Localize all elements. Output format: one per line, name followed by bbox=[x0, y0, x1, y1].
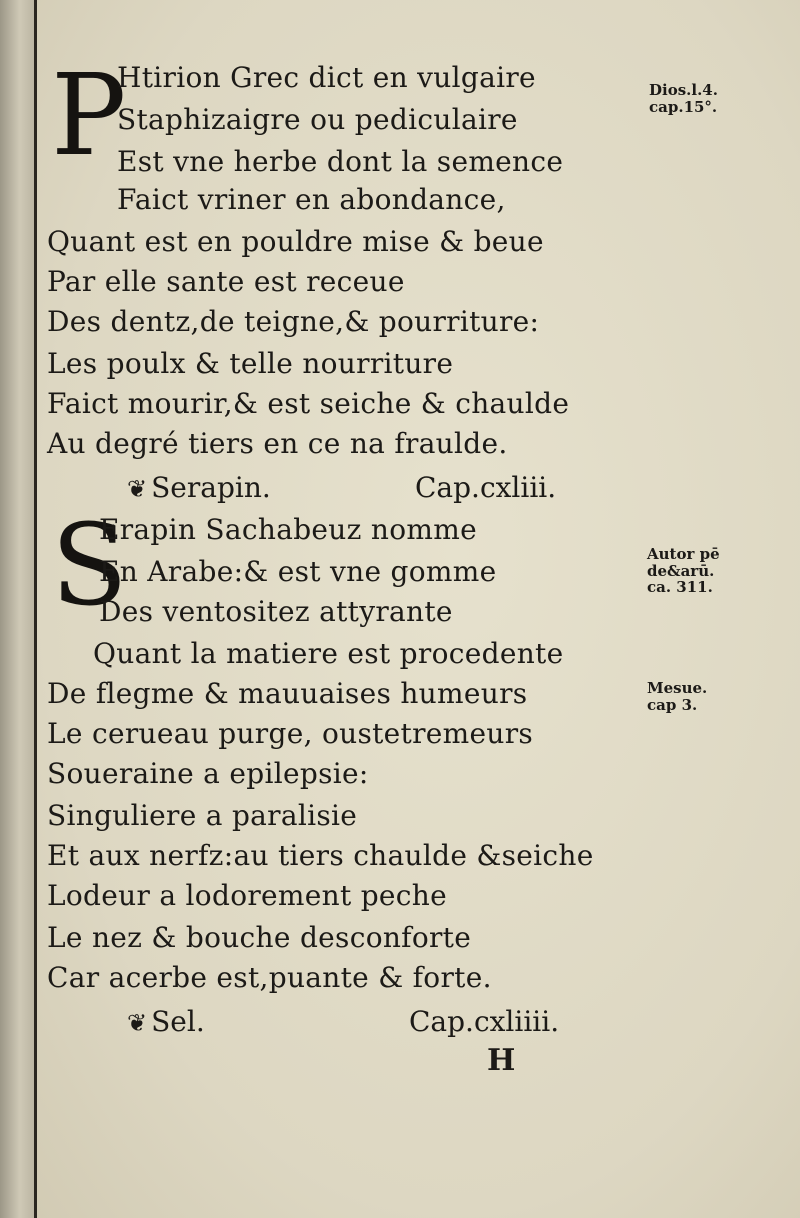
margin-note-line: Mesue. bbox=[647, 679, 708, 697]
fleuron-icon: ❦ bbox=[127, 1009, 148, 1037]
chapter-number: Cap.cxliii. bbox=[415, 471, 557, 504]
signature-mark: H bbox=[487, 1043, 516, 1078]
verse-line: Htirion Grec dict en vulgaire bbox=[117, 61, 536, 94]
book-binding bbox=[0, 0, 36, 1218]
verse-line: Le cerueau purge, oustetremeurs bbox=[47, 717, 534, 750]
margin-note-line: de&arū. bbox=[647, 561, 715, 580]
verse-line: Des ventositez attyrante bbox=[99, 595, 453, 628]
verse-line: Le nez & bouche desconforte bbox=[47, 921, 472, 954]
section-heading bbox=[127, 1005, 205, 1038]
verse-line: Singuliere a paralisie bbox=[47, 799, 358, 832]
verse-line: Est vne herbe dont la semence bbox=[117, 145, 564, 178]
fleuron-icon: ❦ bbox=[127, 475, 148, 503]
margin-note-line: cap.15°. bbox=[649, 97, 718, 116]
verse-line: Les poulx & telle nourriture bbox=[47, 347, 454, 380]
verse-line: Quant est en pouldre mise & beue bbox=[47, 225, 544, 258]
margin-note-line: Autor pē bbox=[647, 545, 720, 563]
verse-line: Au degré tiers en ce na fraulde. bbox=[47, 427, 508, 460]
margin-note bbox=[649, 82, 718, 115]
verse-line: Staphizaigre ou pediculaire bbox=[117, 103, 518, 136]
verse-line: Faict vriner en abondance, bbox=[117, 183, 506, 216]
margin-note-line: ca. 311. bbox=[647, 578, 713, 596]
drop-cap-s: S bbox=[51, 501, 128, 631]
verse-line: Et aux nerfz:au tiers chaulde &seiche bbox=[47, 839, 594, 872]
margin-note bbox=[647, 546, 720, 596]
section-title: Sel. bbox=[151, 1005, 205, 1038]
verse-line: En Arabe:& est vne gomme bbox=[99, 555, 497, 588]
verse-line: De flegme & mauuaises humeurs bbox=[47, 677, 528, 710]
page bbox=[37, 0, 800, 1218]
verse-line: Soueraine a epilepsie: bbox=[47, 757, 369, 790]
verse-line: Faict mourir,& est seiche & chaulde bbox=[47, 387, 570, 420]
drop-cap-p: P bbox=[51, 51, 127, 181]
verse-line: Erapin Sachabeuz nomme bbox=[99, 513, 477, 546]
verse-line: Lodeur a lodorement peche bbox=[47, 879, 447, 912]
margin-note-line: Dios.l.4. bbox=[649, 81, 718, 99]
verse-line: Des dentz,de teigne,& pourriture: bbox=[47, 305, 540, 338]
verse-line: Par elle sante est receue bbox=[47, 265, 405, 298]
section-heading bbox=[127, 471, 271, 504]
verse-line: Car acerbe est,puante & forte. bbox=[47, 961, 492, 994]
verse-line: Quant la matiere est procedente bbox=[93, 637, 564, 670]
margin-note-line: cap 3. bbox=[647, 695, 698, 714]
chapter-number: Cap.cxliiii. bbox=[409, 1005, 560, 1038]
margin-note bbox=[647, 680, 707, 713]
section-title: Serapin. bbox=[151, 471, 271, 504]
